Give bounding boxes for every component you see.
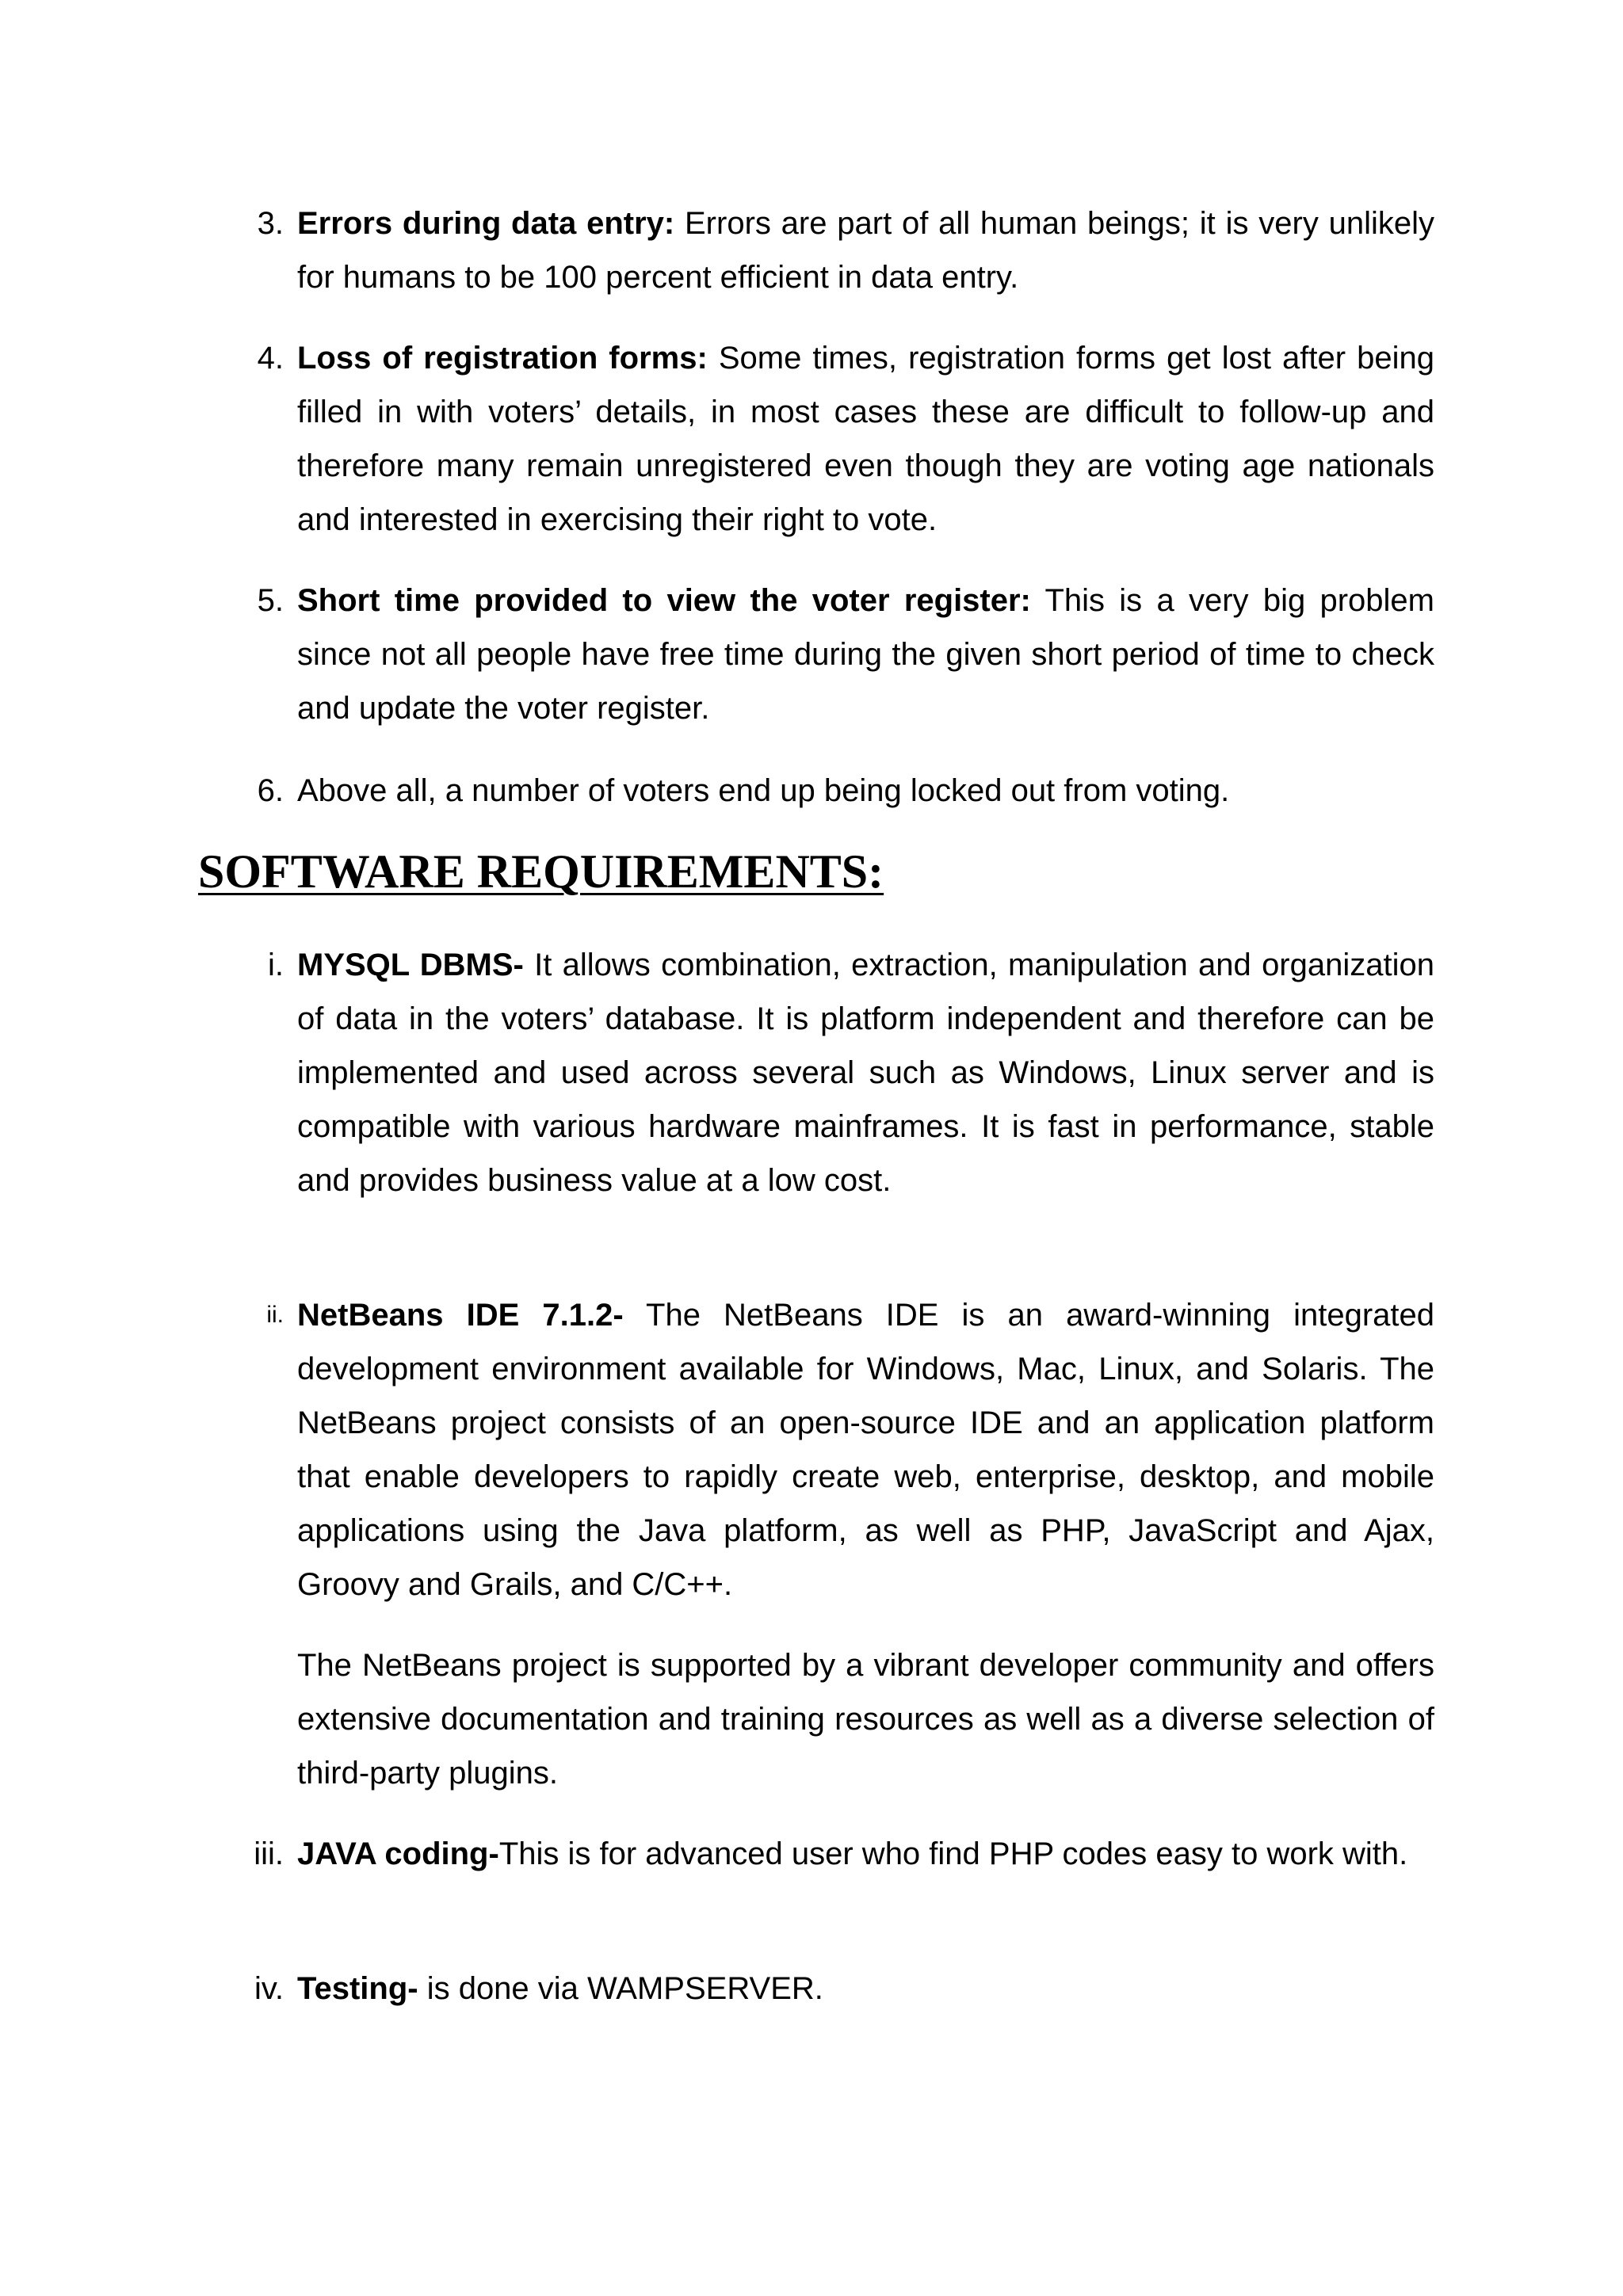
- netbeans-followup-paragraph: The NetBeans project is supported by a vibrant developer community and offers extensive documentation and training resources as well as a diverse selection of third-party plugins.: [297, 1648, 1434, 1791]
- list-item-errors-data-entry: [198, 196, 1434, 304]
- requirement-term: NetBeans IDE 7.1.2-: [297, 1298, 624, 1333]
- list-marker: iii.: [254, 1836, 284, 1871]
- requirement-text: is done via WAMPSERVER.: [418, 1971, 823, 2006]
- requirement-text: This is for advanced user who find PHP codes easy to work with.: [498, 1836, 1408, 1871]
- list-item-short-time: [198, 574, 1434, 735]
- list-item-text: Above all, a number of voters end up being locked out from voting.: [297, 773, 1230, 808]
- list-marker: i.: [268, 948, 284, 982]
- list-marker: ii.: [266, 1302, 284, 1328]
- list-item-term: Short time provided to view the voter register:: [297, 583, 1031, 618]
- requirement-mysql: [198, 938, 1434, 1207]
- list-marker: 4.: [257, 341, 284, 376]
- requirement-term: JAVA coding-: [297, 1836, 499, 1871]
- requirement-text: It allows combination, extraction, manipulation and organization of data in the voters’ database. It is platform independent and therefore can be implemented and used across several such as Windows, Linux server and is compatible with various hardware mainframes. It is fast in performance, stable and provides business value at a low cost.: [297, 948, 1434, 1198]
- requirement-term: MYSQL DBMS-: [297, 948, 524, 982]
- requirement-term: Testing-: [297, 1971, 418, 2006]
- requirement-java: [198, 1827, 1434, 1881]
- list-item-text: Some times, registration forms get lost after being filled in with voters’ details, in most cases these are difficult to follow-up and therefore many remain unregistered even though they are voting age nationals and interested in exercising their right to vote.: [297, 341, 1434, 537]
- section-heading: SOFTWARE REQUIREMENTS:: [198, 845, 884, 898]
- list-marker: iv.: [254, 1971, 284, 2006]
- list-marker: 6.: [257, 773, 284, 808]
- list-marker: 3.: [257, 206, 284, 241]
- list-item-term: Loss of registration forms:: [297, 341, 708, 376]
- list-item-loss-of-forms: [198, 331, 1434, 547]
- list-item-term: Errors during data entry:: [297, 206, 675, 241]
- requirement-netbeans: [198, 1288, 1434, 1611]
- list-item-locked-out: [198, 764, 1434, 818]
- list-item-text: Errors are part of all human beings; it is very unlikely for humans to be 100 percent efficient in data entry.: [297, 206, 1434, 295]
- list-marker: 5.: [257, 583, 284, 618]
- requirement-text: The NetBeans IDE is an award-winning integrated development environment available for Windows, Mac, Linux, and Solaris. The NetBeans project consists of an open-source IDE and an application platform that enable developers to rapidly create web, enterprise, desktop, and mobile applications using the Java platform, as well as PHP, JavaScript and Ajax, Groovy and Grails, and C/C++.: [297, 1298, 1435, 1602]
- list-item-text: This is a very big problem since not all people have free time during the given short period of time to check and update the voter register.: [297, 583, 1434, 726]
- requirement-testing: [198, 1962, 1434, 2016]
